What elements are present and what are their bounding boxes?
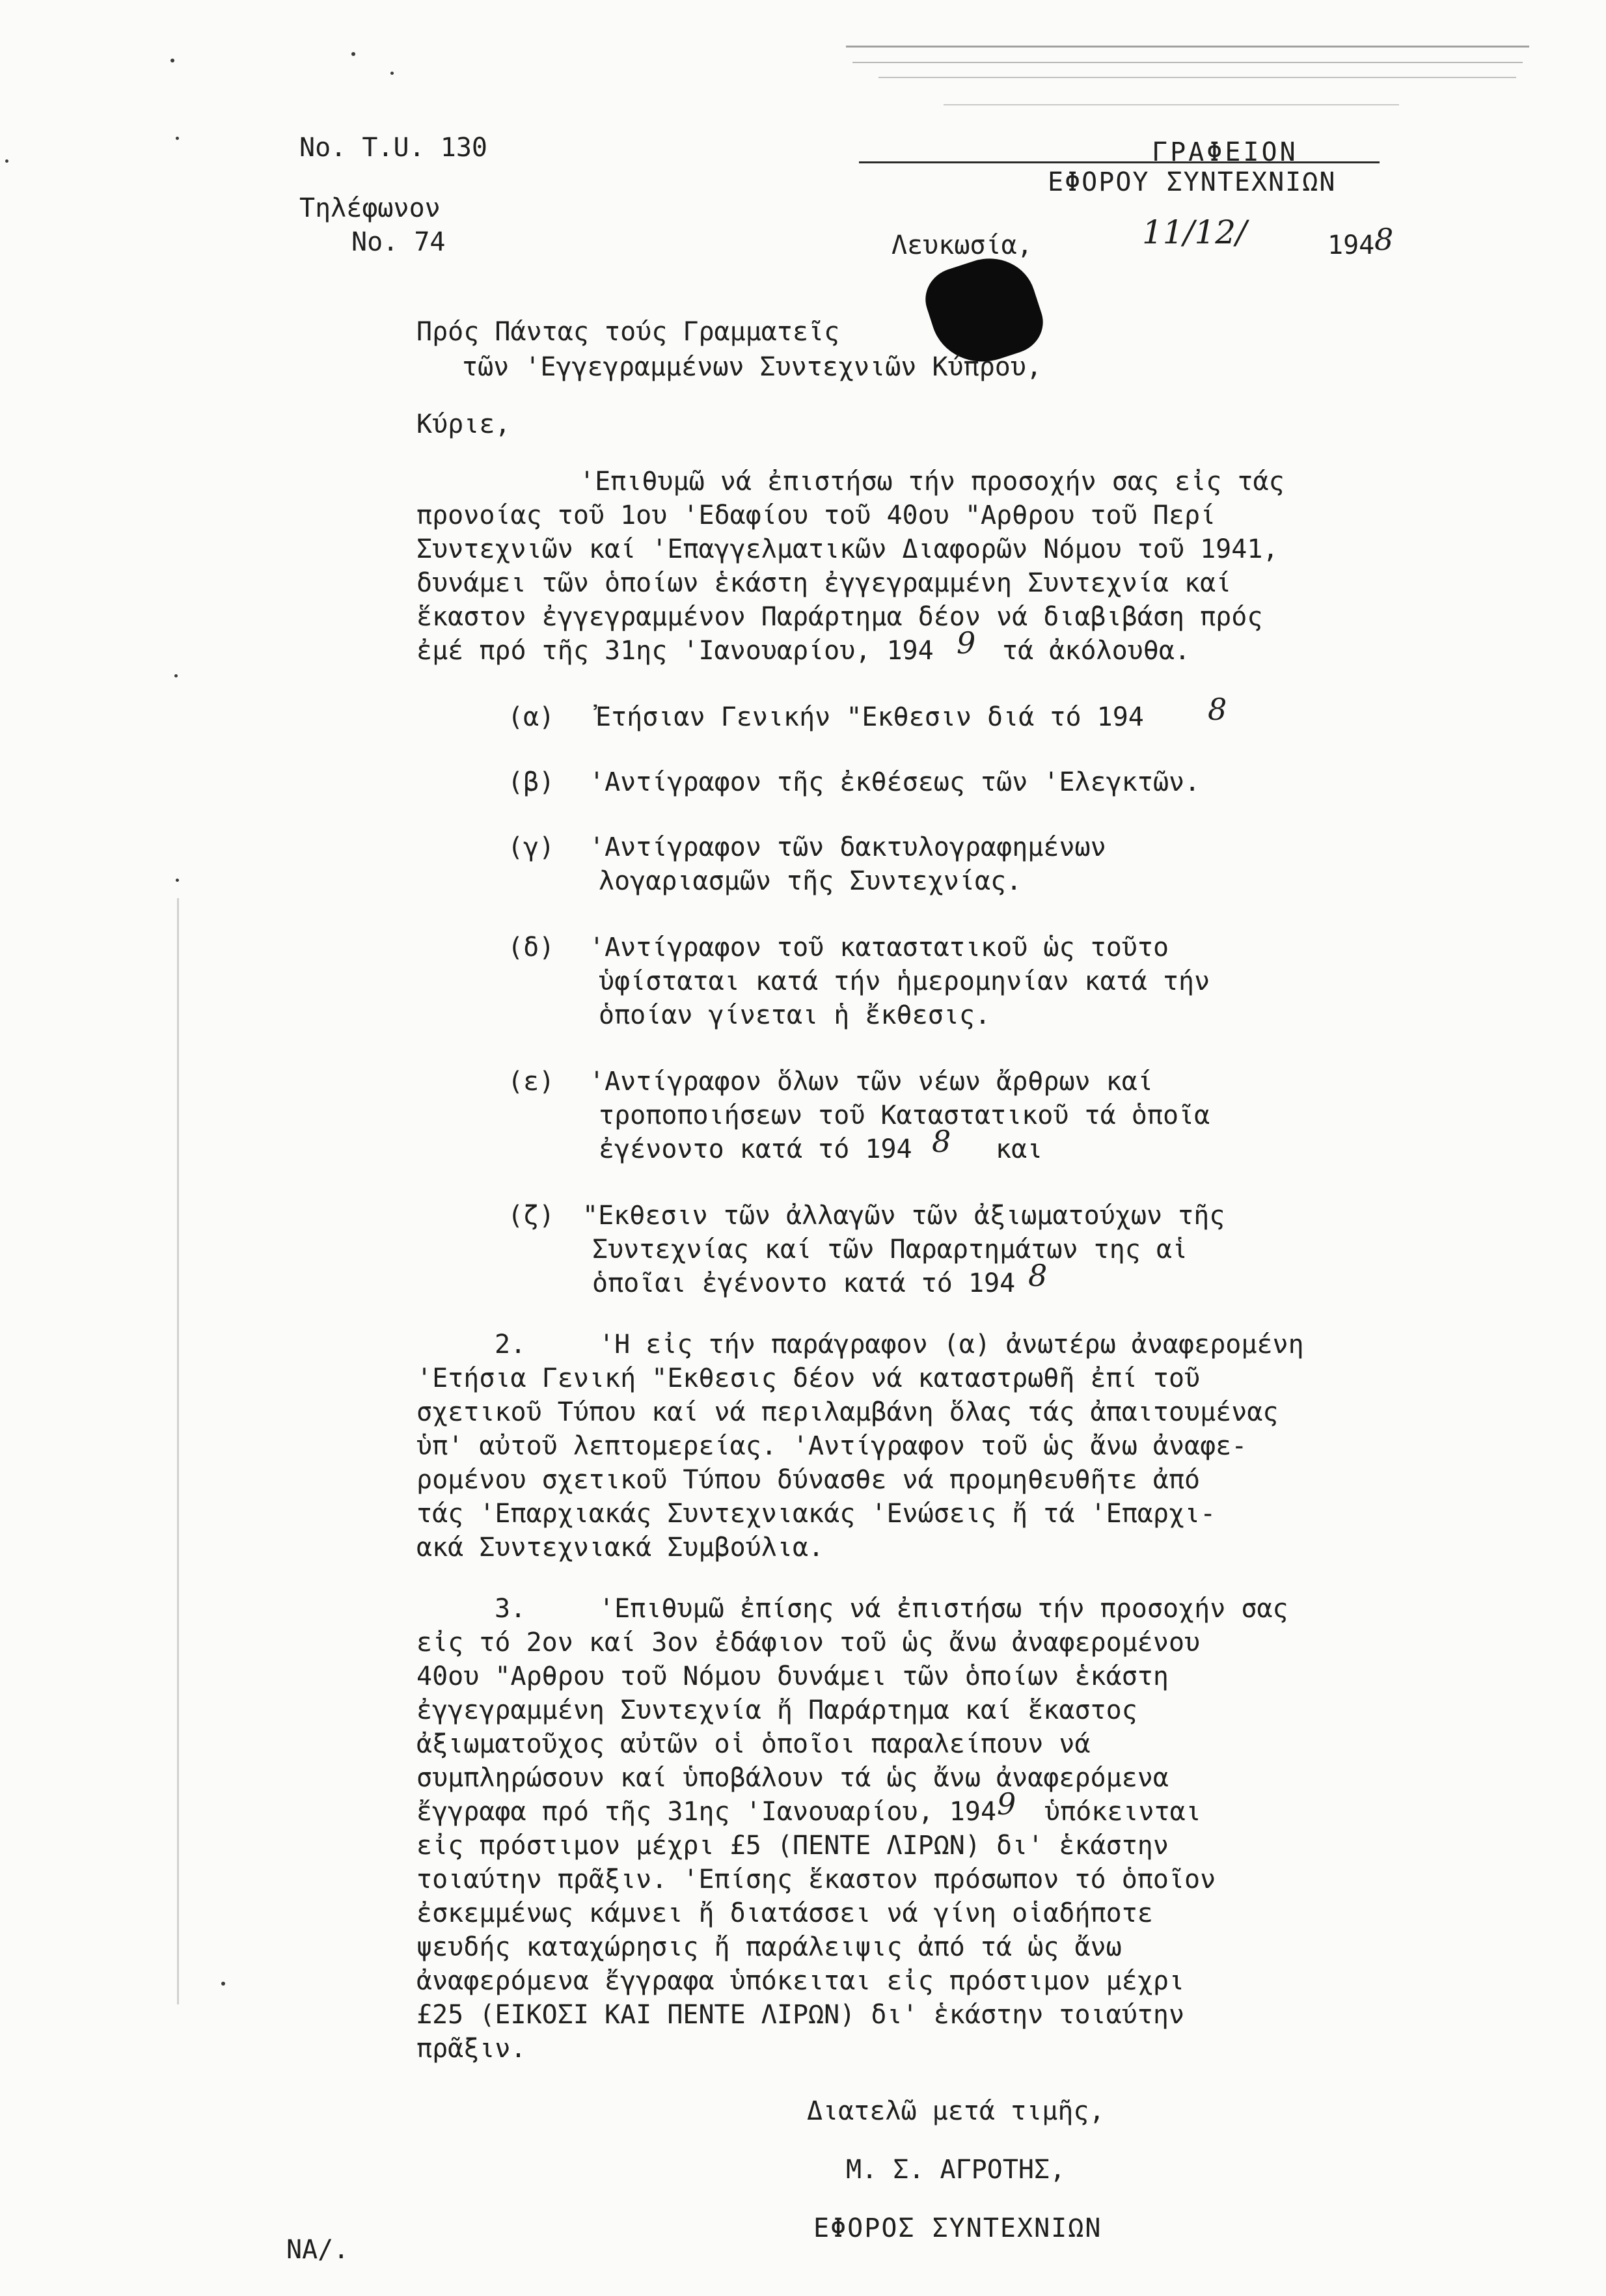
paragraph-3-line: εἰς πρόστιμον μέχρι £5 (ΠΕΝΤΕ ΛΙΡΩΝ) δι' ἑκάστην [416, 1831, 1169, 1861]
item-line: 'Αντίγραφον τῆς ἐκθέσεως τῶν 'Ελεγκτῶν. [589, 767, 1201, 797]
item-line: ἐγένοντο κατά τό 194 [599, 1134, 912, 1164]
scan-speck [221, 1982, 225, 1986]
item-label: (ζ) [508, 1201, 555, 1231]
office-department: ΕΦΟΡΟΥ ΣΥΝΤΕΧΝΙΩΝ [1048, 167, 1337, 197]
scan-speck [351, 52, 355, 56]
intro-line: ἕκαστον ἐγγεγραμμένον Παράρτημα δέον νά διαβιβάση πρός [416, 602, 1263, 632]
scan-speck [170, 59, 174, 62]
paragraph-3-line: πρᾶξιν. [416, 2034, 526, 2064]
item-line: ὑφίσταται κατά τήν ἡμερομηνίαν κατά τήν [599, 966, 1210, 996]
paragraph-3-handwritten-digit: 9 [997, 1786, 1016, 1822]
paragraph-2-line: 'Η εἰς τήν παράγραφον (α) ἀνωτέρω ἀναφερομένη [599, 1330, 1304, 1360]
signatory-name: Μ. Σ. ΑΓΡΟΤΗΣ, [846, 2155, 1066, 2185]
item-label: (δ) [508, 933, 555, 963]
paragraph-3-line: ὑπόκεινται [1044, 1797, 1201, 1827]
paragraph-2-line: ρομένου σχετικοῦ Τύπου δύνασθε νά προμηθευθῆτε ἀπό [416, 1465, 1201, 1495]
office-name: ΓΡΑΦΕΙΟΝ [1152, 137, 1298, 167]
paragraph-2-line: τάς 'Επαρχιακάς Συντεχνιακάς 'Ενώσεις ἤ τά 'Επαρχι- [416, 1499, 1216, 1529]
paragraph-3-line: £25 (ΕΙΚΟΣΙ ΚΑΙ ΠΕΝΤΕ ΛΙΡΩΝ) δι' ἑκάστην τοιαύτην [416, 2000, 1185, 2030]
scan-speck [390, 72, 394, 75]
scan-noise [846, 46, 1529, 48]
item-label: (β) [508, 767, 555, 797]
year-handwritten-digit: 8 [1374, 222, 1394, 257]
paragraph-2-line: ὑπ' αὐτοῦ λεπτομερείας. 'Αντίγραφον τοῦ ὡς ἄνω ἀναφε- [416, 1431, 1247, 1461]
item-line: Ἐτήσιαν Γενικήν "Εκθεσιν διά τό 194 [595, 702, 1144, 732]
intro-line: προνοίας τοῦ 1ου 'Εδαφίου τοῦ 40ου "Αρθρου τοῦ Περί [416, 500, 1216, 530]
paragraph-number: 3. [495, 1594, 526, 1624]
item-handwritten-digit: 8 [1028, 1258, 1048, 1293]
paragraph-3-line: 'Επιθυμῶ ἐπίσης νά ἐπιστήσω τήν προσοχήν σας [599, 1594, 1288, 1624]
intro-line: 'Επιθυμῶ νά ἐπιστήσω τήν προσοχήν σας εἰς τάς [579, 467, 1285, 497]
intro-line: Συντεχνιῶν καί 'Επαγγελματικῶν Διαφορῶν Νόμου τοῦ 1941, [416, 534, 1279, 564]
salutation: Κύριε, [416, 409, 511, 439]
telephone-label: Τηλέφωνον [299, 193, 441, 223]
addressee-line-2: τῶν 'Εγγεγραμμένων Συντεχνιῶν Κύπρου, [462, 352, 1042, 382]
paragraph-3-line: ἔγγραφα πρό τῆς 31ης 'Ιανουαρίου, 194 [416, 1797, 997, 1827]
paragraph-3-line: ἀξιωματοῦχος αὐτῶν οἱ ὁποῖοι παραλείπουν νά [416, 1729, 1091, 1759]
paragraph-3-line: συμπληρώσουν καί ὑποβάλουν τά ὡς ἄνω ἀναφερόμενα [416, 1763, 1169, 1793]
addressee-line-1: Πρός Πάντας τούς Γραμματεῖς [416, 317, 840, 347]
intro-line: τά ἀκόλουθα. [1002, 636, 1190, 666]
paragraph-3-line: εἰς τό 2ον καί 3ον ἐδάφιον τοῦ ὡς ἄνω ἀναφερομένου [416, 1628, 1201, 1658]
item-label: (ε) [508, 1067, 555, 1097]
scan-speck [174, 674, 178, 677]
paragraph-3-line: τοιαύτην πρᾶξιν. 'Επίσης ἕκαστον πρόσωπον τό ὁποῖον [416, 1865, 1216, 1894]
scan-speck [176, 879, 179, 882]
item-line: ὁποίαν γίνεται ἡ ἔκθεσις. [599, 1000, 991, 1030]
paragraph-3-line: ἐγγεγραμμένη Συντεχνία ἤ Παράρτημα καί ἕκαστος [416, 1695, 1137, 1725]
item-line: λογαριασμῶν τῆς Συντεχνίας. [599, 866, 1022, 896]
item-line: "Εκθεσιν τῶν ἀλλαγῶν τῶν ἀξιωματούχων τῆς [582, 1201, 1225, 1231]
valediction: Διατελῶ μετά τιμῆς, [807, 2096, 1105, 2126]
paragraph-3-line: ἐσκεμμένως κάμνει ἤ διατάσσει νά γίνη οἱαδήποτε [416, 1898, 1153, 1928]
item-tail: και [996, 1134, 1043, 1164]
typist-initials: NA/. [286, 2235, 349, 2265]
item-line: 'Αντίγραφον τοῦ καταστατικοῦ ὡς τοῦτο [589, 933, 1169, 963]
item-handwritten-digit: 8 [932, 1124, 951, 1159]
paragraph-2-line: ακά Συντεχνιακά Συμβούλια. [416, 1533, 824, 1563]
scan-speck [5, 159, 8, 163]
paragraph-2-line: σχετικοῦ Τύπου καί νά περιλαμβάνη ὅλας τάς ἀπαιτουμένας [416, 1397, 1279, 1427]
item-line: 'Αντίγραφον τῶν δακτυλογραφημένων [589, 832, 1106, 862]
scan-margin-mark [177, 898, 179, 2004]
intro-handwritten-digit: 9 [957, 625, 976, 661]
scan-noise [878, 77, 1516, 78]
office-header-rule [859, 161, 1380, 163]
signatory-title: ΕΦΟΡΟΣ ΣΥΝΤΕΧΝΙΩΝ [813, 2213, 1102, 2243]
item-line: 'Αντίγραφον ὅλων τῶν νέων ἄρθρων καί [589, 1067, 1153, 1097]
paragraph-3-line: ἀναφερόμενα ἔγγραφα ὑπόκειται εἰς πρόστιμον μέχρι [416, 1966, 1185, 1996]
place-name: Λευκωσία, [891, 230, 1033, 260]
item-line: Συντεχνίας καί τῶν Παραρτημάτων της αἱ [592, 1235, 1188, 1264]
scan-speck [176, 137, 179, 140]
intro-line: ἐμέ πρό τῆς 31ης 'Ιανουαρίου, 194 [416, 636, 934, 666]
item-label: (α) [508, 702, 555, 732]
paragraph-number: 2. [495, 1330, 526, 1360]
paragraph-3-line: ψευδής καταχώρησις ἤ παράλειψις ἀπό τά ὡς ἄνω [416, 1932, 1122, 1962]
scan-noise [944, 104, 1399, 105]
telephone-number: No. 74 [351, 227, 446, 257]
item-line: τροποποιήσεων τοῦ Καταστατικοῦ τά ὁποῖα [599, 1100, 1210, 1130]
paragraph-3-line: 40ου "Αρθρου τοῦ Νόμου δυνάμει τῶν ὁποίων ἑκάστη [416, 1661, 1169, 1691]
item-line: ὁποῖαι ἐγένοντο κατά τό 194 [592, 1268, 1016, 1298]
intro-line: δυνάμει τῶν ὁποίων ἑκάστη ἐγγεγραμμένη Συντεχνία καί [416, 568, 1232, 598]
paragraph-2-line: 'Ετήσια Γενική "Εκθεσις δέον νά καταστρωθῆ ἐπί τοῦ [416, 1363, 1201, 1393]
handwritten-date: 11/12/ [1142, 213, 1247, 251]
scan-noise [852, 62, 1523, 63]
item-label: (γ) [508, 832, 555, 862]
reference-number: No. T.U. 130 [299, 133, 487, 163]
year-typed: 194 [1327, 230, 1375, 260]
item-handwritten-digit: 8 [1208, 692, 1227, 727]
